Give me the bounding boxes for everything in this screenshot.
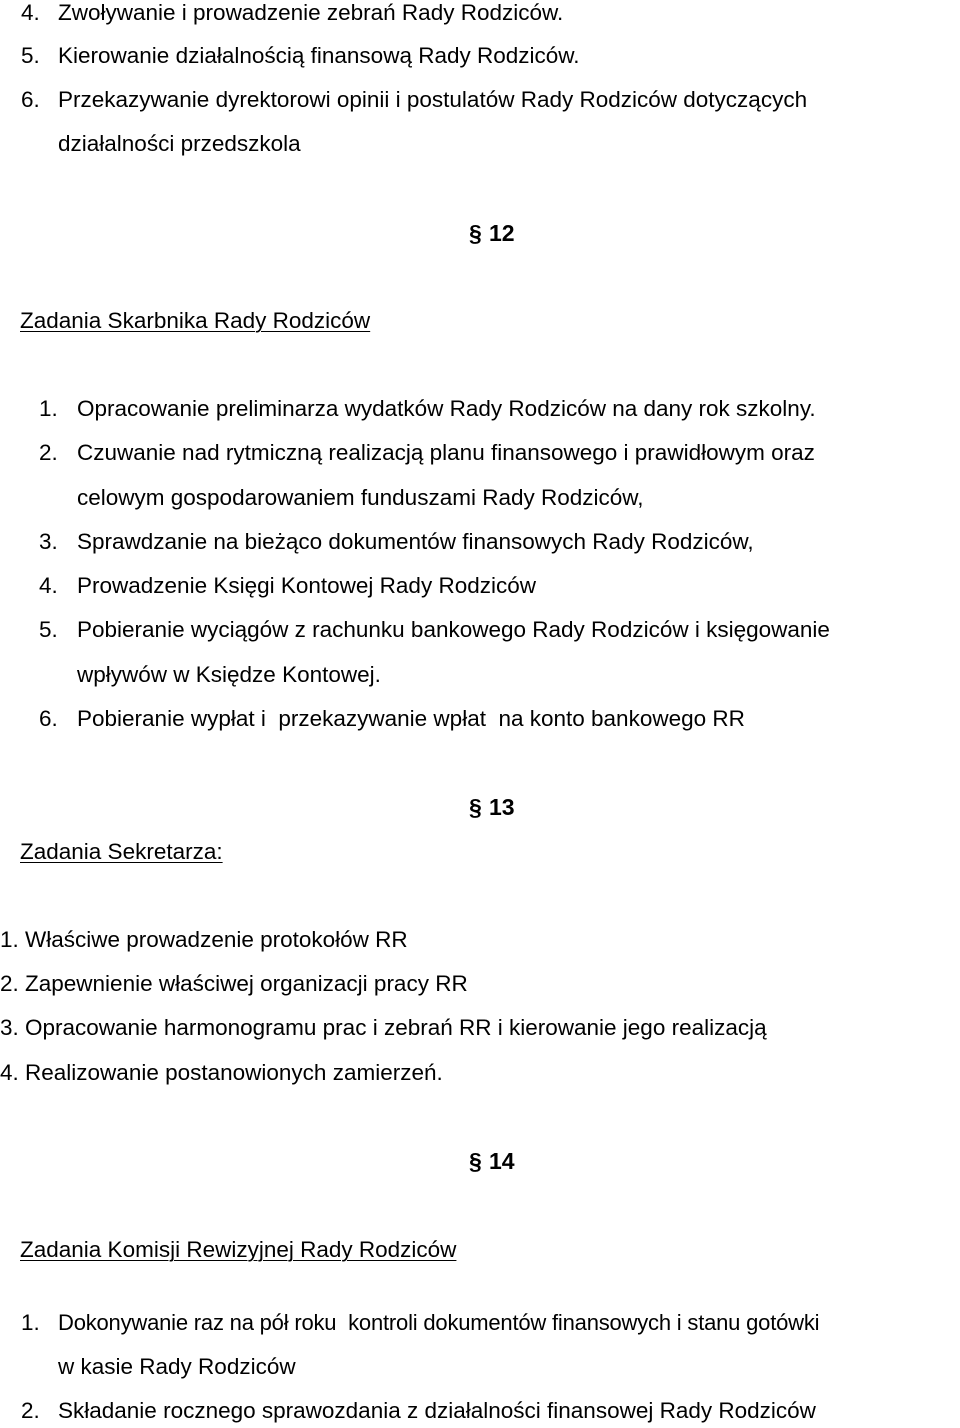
section-number: 13 bbox=[489, 794, 515, 820]
list-item-continuation: działalności przedszkola bbox=[58, 131, 301, 156]
list-item: 4. Realizowanie postanowionych zamierzeń. bbox=[0, 1060, 443, 1085]
item-text: Czuwanie nad rytmiczną realizacją planu finansowego i prawidłowym oraz bbox=[77, 440, 815, 465]
section-14-heading: Zadania Komisji Rewizyjnej Rady Rodziców bbox=[20, 1237, 457, 1262]
item-number: 6. bbox=[39, 706, 58, 731]
section-14-number bbox=[469, 1148, 515, 1174]
item-number: 4. bbox=[21, 0, 40, 25]
section-12-number bbox=[469, 220, 515, 246]
item-number: 2. bbox=[21, 1398, 40, 1423]
list-item: 1. Właściwe prowadzenie protokołów RR bbox=[0, 927, 408, 952]
section-number: 14 bbox=[489, 1148, 515, 1174]
list-item: 3. Opracowanie harmonogramu prac i zebrań RR i kierowanie jego realizacją bbox=[0, 1015, 767, 1040]
item-text: Sprawdzanie na bieżąco dokumentów finansowych Rady Rodziców, bbox=[77, 529, 754, 554]
item-text: Opracowanie preliminarza wydatków Rady Rodziców na dany rok szkolny. bbox=[77, 396, 816, 421]
list-item-continuation: wpływów w Księdze Kontowej. bbox=[77, 662, 381, 687]
item-number: 1. bbox=[21, 1310, 40, 1335]
item-number: 2. bbox=[39, 440, 58, 465]
list-item-continuation: w kasie Rady Rodziców bbox=[58, 1354, 296, 1379]
section-13-heading: Zadania Sekretarza: bbox=[20, 839, 223, 864]
item-number: 5. bbox=[21, 43, 40, 68]
section-symbol: § bbox=[469, 1148, 482, 1174]
item-text: Pobieranie wyciągów z rachunku bankowego Rady Rodziców i księgowanie bbox=[77, 617, 830, 642]
section-symbol: § bbox=[469, 794, 482, 820]
item-text: Dokonywanie raz na pół roku kontroli dokumentów finansowych i stanu gotówki bbox=[58, 1310, 820, 1335]
section-symbol: § bbox=[469, 220, 482, 246]
item-text: Składanie rocznego sprawozdania z działalności finansowej Rady Rodziców bbox=[58, 1398, 816, 1423]
item-text: Pobieranie wypłat i przekazywanie wpłat na konto bankowego RR bbox=[77, 706, 745, 731]
item-text: Zwoływanie i prowadzenie zebrań Rady Rodziców. bbox=[58, 0, 564, 25]
item-number: 5. bbox=[39, 617, 58, 642]
item-number: 1. bbox=[39, 396, 58, 421]
section-number: 12 bbox=[489, 220, 515, 246]
item-text: Przekazywanie dyrektorowi opinii i postulatów Rady Rodziców dotyczących bbox=[58, 87, 808, 112]
list-item: 2. Zapewnienie właściwej organizacji pracy RR bbox=[0, 971, 468, 996]
list-item-continuation: celowym gospodarowaniem funduszami Rady Rodziców, bbox=[77, 485, 644, 510]
item-number: 6. bbox=[21, 87, 40, 112]
section-13-number bbox=[469, 794, 515, 820]
section-12-heading: Zadania Skarbnika Rady Rodziców bbox=[20, 308, 371, 333]
item-text: Prowadzenie Księgi Kontowej Rady Rodziców bbox=[77, 573, 536, 598]
item-number: 4. bbox=[39, 573, 58, 598]
item-number: 3. bbox=[39, 529, 58, 554]
item-text: Kierowanie działalnością finansową Rady Rodziców. bbox=[58, 43, 580, 68]
